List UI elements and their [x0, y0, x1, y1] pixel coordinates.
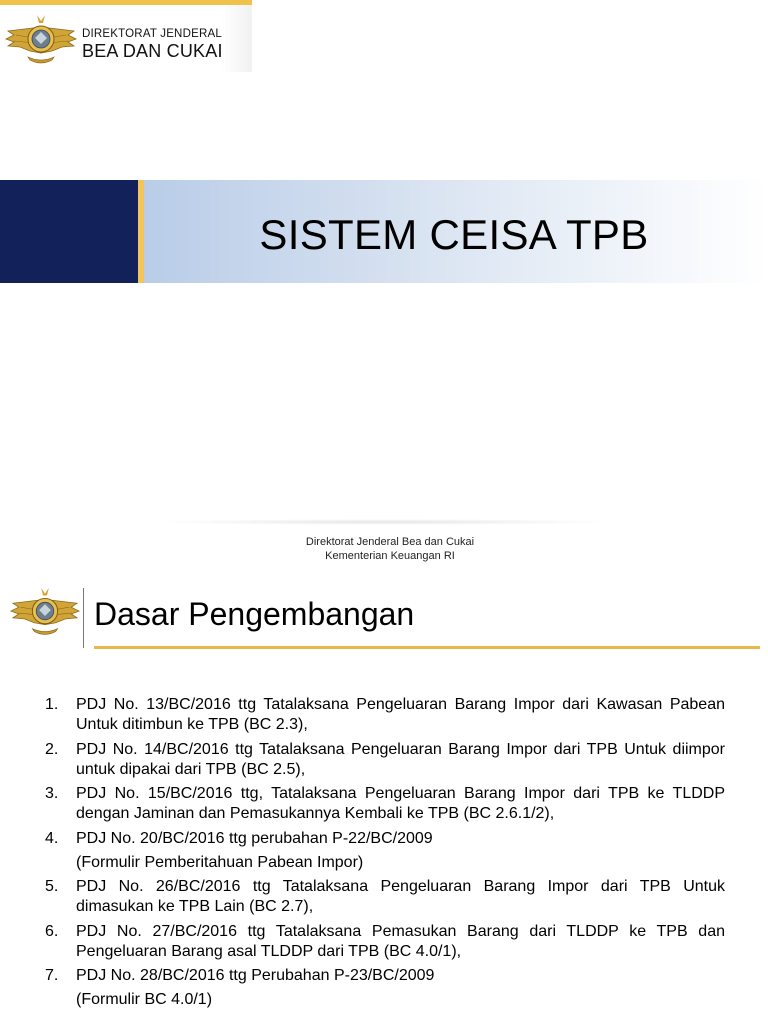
list-item	[37, 922, 725, 962]
slide-title: SISTEM CEISA TPB	[259, 211, 649, 258]
list-item-text: PDJ No. 27/BC/2016 ttg Tatalaksana Pemasukan Barang dari TLDDP ke TPB dan Pengeluaran Barang asal TLDDP dari TPB (BC 4.0/1),	[76, 922, 725, 960]
list-item-number: 7.	[45, 967, 59, 984]
customs-emblem-icon	[9, 585, 81, 643]
list-item-text: PDJ No. 13/BC/2016 ttg Tatalaksana Pengeluaran Barang Impor dari Kawasan Pabean Untuk ditimbun ke TPB (BC 2.3),	[76, 696, 725, 733]
list-item-text: PDJ No. 20/BC/2016 ttg perubahan P-22/BC/2009	[76, 829, 433, 847]
logo-directorate-text: DIREKTORAT JENDERAL	[82, 28, 222, 40]
customs-emblem-icon	[4, 13, 78, 71]
list-item-text: PDJ No. 28/BC/2016 ttg Perubahan P-23/BC/2009	[76, 967, 435, 984]
list-item-number: 4.	[45, 829, 59, 847]
list-item-number: 6.	[45, 922, 59, 940]
footer-divider	[150, 519, 618, 525]
header-logo-box	[0, 0, 252, 72]
list-item-text: PDJ No. 26/BC/2016 ttg Tatalaksana Pengeluaran Barang Impor dari TPB Untuk dimasukan ke TPB Lain (BC 2.7),	[76, 878, 725, 915]
list-item-subtext: (Formulir Pemberitahuan Pabean Impor)	[76, 853, 364, 871]
footer-line-1: Direktorat Jenderal Bea dan Cukai	[305, 536, 475, 548]
list-item-subtext: (Formulir BC 4.0/1)	[76, 991, 213, 1008]
logo-agency-text: BEA DAN CUKAI	[82, 41, 223, 61]
title-underline	[94, 646, 760, 649]
regulation-list	[37, 695, 725, 1015]
list-item-number: 5.	[45, 878, 59, 895]
list-item	[37, 966, 725, 1010]
list-item	[37, 784, 725, 824]
list-item-number: 2.	[45, 740, 59, 758]
list-item-text: PDJ No. 15/BC/2016 ttg, Tatalaksana Pengeluaran Barang Impor dari TPB ke TLDDP dengan Jaminan dan Pemasukannya Kembali ke TPB (BC 2.6.1/2),	[76, 785, 725, 822]
list-item	[37, 740, 725, 780]
section-title: Dasar Pengembangan	[94, 596, 415, 632]
list-item-number: 3.	[45, 785, 59, 802]
navy-accent-block	[0, 180, 138, 283]
list-item-number: 1.	[45, 696, 59, 713]
list-item	[37, 829, 725, 873]
title-divider-line	[83, 588, 84, 648]
list-item	[37, 877, 725, 917]
list-item-text: PDJ No. 14/BC/2016 ttg Tatalaksana Pengeluaran Barang Impor dari TPB Untuk diimpor untuk dipakai dari TPB (BC 2.5),	[76, 740, 725, 778]
footer-line-2: Kementerian Keuangan RI	[325, 550, 455, 562]
list-item	[37, 695, 725, 735]
title-band	[0, 180, 768, 283]
